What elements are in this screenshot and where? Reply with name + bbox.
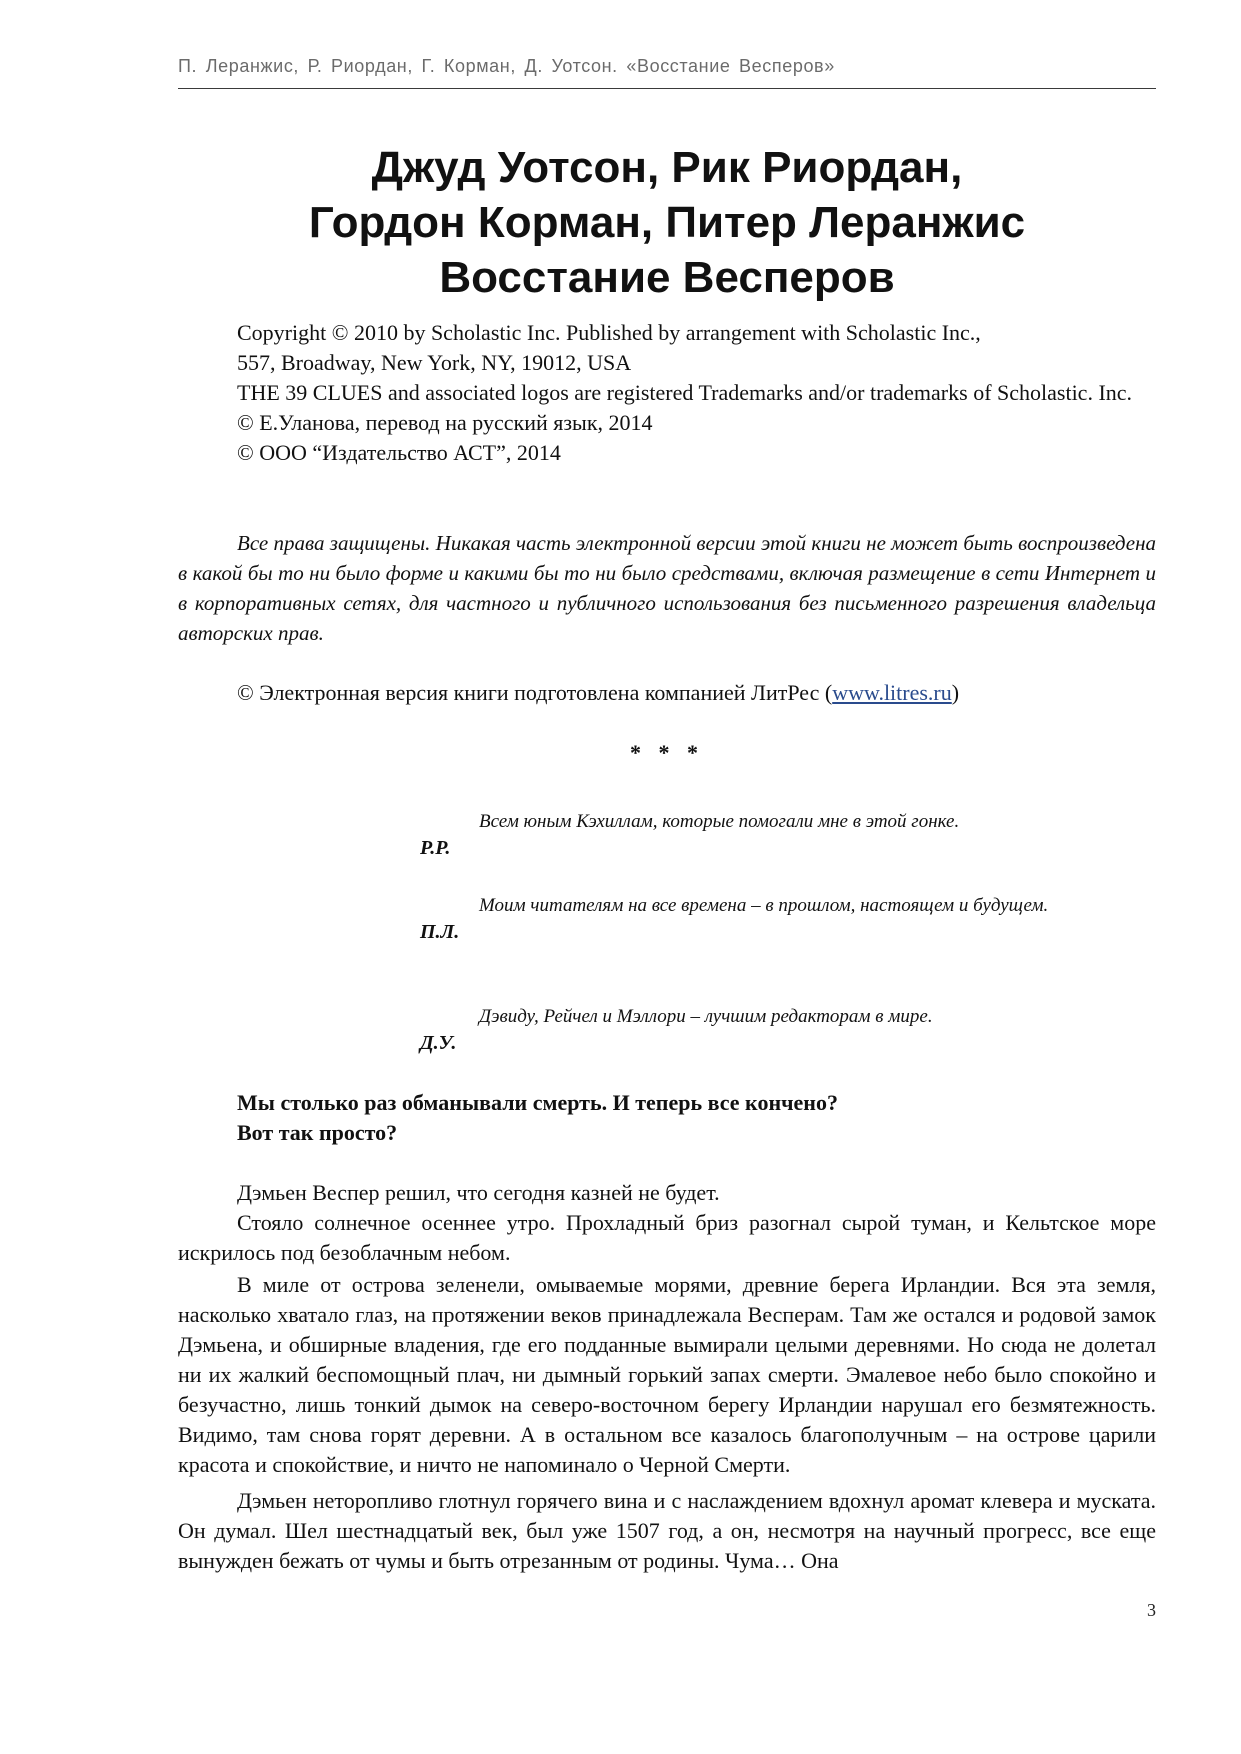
dedication-signature: П.Л. — [420, 921, 460, 943]
dedication-text: Дэвиду, Рейчел и Мэллори – лучшим редакторам в мире. — [479, 1006, 933, 1027]
story-paragraph: Дэмьен Веспер решил, что сегодня казней не будет. — [237, 1180, 720, 1205]
dedication-1 — [420, 808, 1106, 862]
copyright-line: Copyright © 2010 by Scholastic Inc. Published by arrangement with Scholastic Inc., — [237, 320, 981, 345]
running-header: П. Леранжис, Р. Риордан, Г. Корман, Д. Уотсон. «Восстание Весперов» — [178, 56, 835, 76]
litres-notice-suffix: ) — [951, 680, 960, 705]
dedication-3 — [420, 1003, 1106, 1057]
book-title-block — [178, 140, 1156, 305]
dedication-text: Всем юным Кэхиллам, которые помогали мне в этой гонке. — [479, 811, 960, 832]
story-paragraph: В миле от острова зеленели, омываемые морями, древние берега Ирландии. Вся эта земля, насколько хватало глаз, на протяжении веков принадлежала Весперам. Там же остался и родовой замок Дэмьена, и обширные владения, где его подданные вымирали целыми деревнями. Но сюда не долетал ни их жалкий беспомощный плач, ни дымный горький запах смерти. Эмалевое небо было спокойно и безучастно, лишь тонкий дымок на северо-восточном берегу Ирландии нарушал его безмятежность. Видимо, там снова горят деревни. А в остальном все казалось благополучным – на острове царили красота и спокойствие, и ничто не напоминало о Черной Смерти. — [178, 1272, 1156, 1477]
story-text — [178, 1178, 1156, 1576]
trademark-notice: THE 39 CLUES and associated logos are registered Trademarks and/or trademarks of Scholastic. Inc. — [237, 380, 1133, 405]
epigraph-line-1: Мы столько раз обманывали смерть. И теперь все кончено? — [237, 1090, 838, 1115]
litres-notice-block — [178, 678, 1156, 708]
dedication-2 — [420, 892, 1106, 946]
epigraph-line-2: Вот так просто? — [237, 1120, 398, 1145]
litres-link[interactable]: www.litres.ru — [832, 680, 952, 705]
copyright-address: 557, Broadway, New York, NY, 19012, USA — [237, 350, 632, 375]
title-authors-line-1: Джуд Уотсон, Рик Риордан, — [371, 143, 963, 192]
header-divider — [178, 88, 1156, 89]
story-paragraph: Стояло солнечное осеннее утро. Прохладный бриз разогнал сырой туман, и Кельтское море искрилось под безоблачным небом. — [178, 1210, 1156, 1265]
dedication-signature: Д.У. — [420, 1032, 457, 1054]
dedication-signature: Р.Р. — [420, 837, 451, 859]
rights-notice: Все права защищены. Никакая часть электронной версии этой книги не может быть воспроизведена в какой бы то ни было форме и какими бы то ни было средствами, включая размещение в сети Интернет и в корпоративных сетях, для частного и публичного использования без письменного разрешения владельца авторских прав. — [178, 531, 1156, 645]
rights-notice-block — [178, 528, 1156, 648]
title-authors-line-2: Гордон Корман, Питер Леранжис — [308, 198, 1026, 247]
dedication-text: Моим читателям на все времена – в прошлом, настоящем и будущем. — [479, 895, 1049, 916]
litres-notice-prefix: © Электронная версия книги подготовлена компанией ЛитРес ( — [237, 680, 833, 705]
story-paragraph: Дэмьен неторопливо глотнул горячего вина и с наслаждением вдохнул аромат клевера и муската. Он думал. Шел шестнадцатый век, был уже 1507 год, а он, несмотря на научный прогресс, все еще вынужден бежать от чумы и быть отрезанным от родины. Чума… Она — [178, 1488, 1156, 1573]
copyright-block — [178, 318, 1156, 468]
page-number: 3 — [1147, 1600, 1156, 1620]
publisher-copyright: © ООО “Издательство АСТ”, 2014 — [237, 440, 561, 465]
translation-copyright: © Е.Уланова, перевод на русский язык, 2014 — [237, 410, 653, 435]
litres-notice — [178, 678, 1156, 708]
book-title: Восстание Весперов — [439, 253, 895, 302]
epigraph — [237, 1088, 1137, 1148]
section-separator: * * * — [630, 740, 704, 765]
